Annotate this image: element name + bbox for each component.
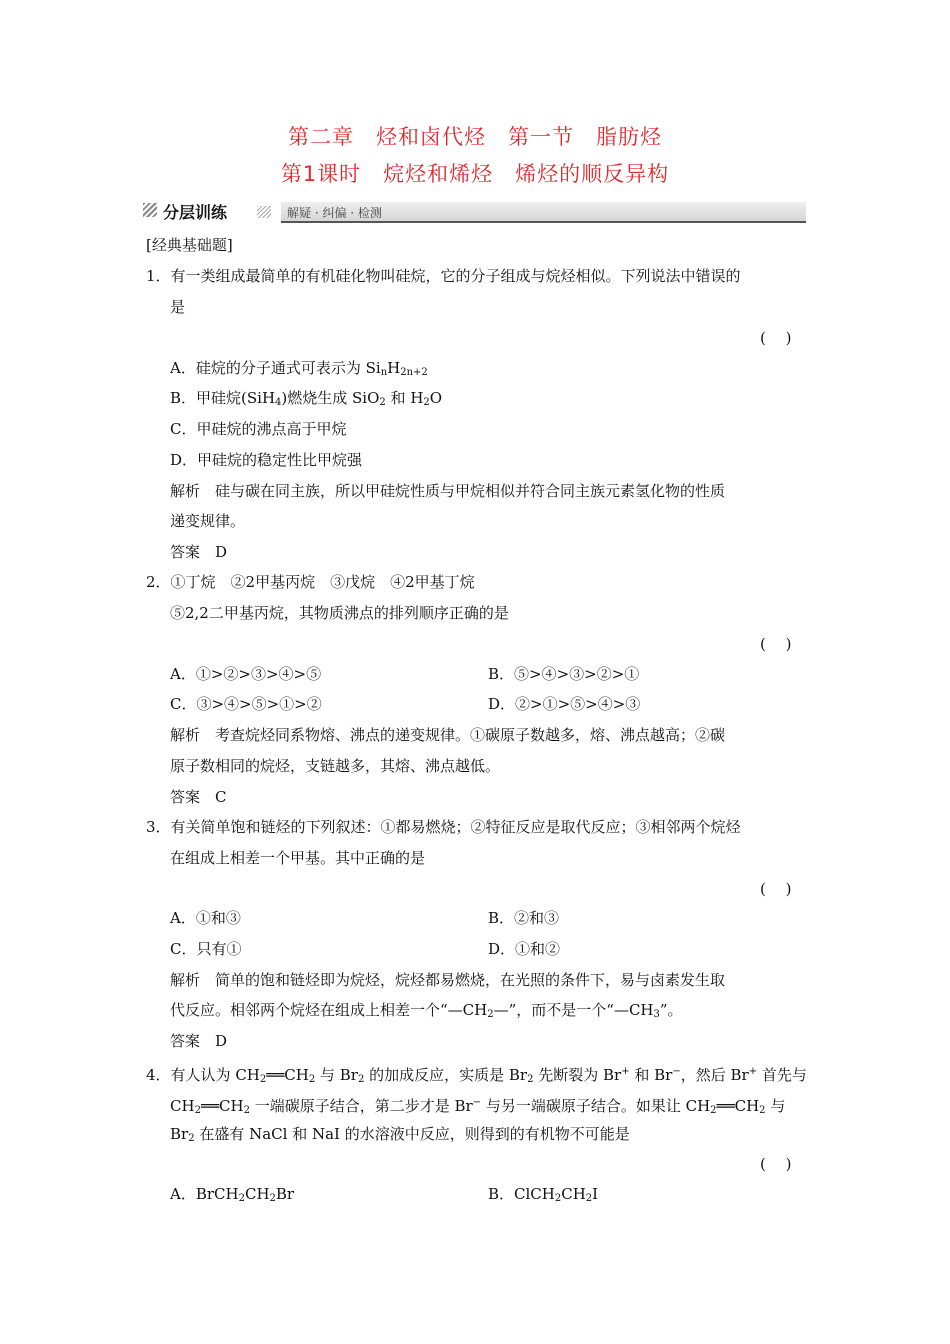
banner-subtitle: 解疑 · 纠偏 · 检测 xyxy=(287,206,382,220)
option-c: C．只有① xyxy=(170,940,242,958)
option-c: C．③>④>⑤>①>② xyxy=(170,695,322,713)
question-4-stem-cont: $CH_2══CH_2$ 一端碳原子结合，第二步才是 Br− 与另一端碳原子结合。如果让 $CH_2══CH_2$ 与 xyxy=(170,1097,786,1116)
section-banner xyxy=(143,200,806,224)
stripe-decoration-icon xyxy=(257,206,271,218)
question-3-stem-cont: 在组成上相差一个甲基。其中正确的是 xyxy=(170,849,426,867)
answer: 答案 D xyxy=(170,543,228,561)
question-1-stem: 1．有一类组成最简单的有机硅化物叫硅烷，它的分子组成与烷烃相似。下列说法中错误的 xyxy=(146,267,741,285)
analysis: 解析 简单的饱和链烃即为烷烃，烷烃都易燃烧，在光照的条件下，易与卤素发生取 xyxy=(170,971,726,989)
question-2-stem: 2．①丁烷 ②2甲基丙烷 ③戊烷 ④2甲基丁烷 xyxy=(146,573,475,591)
question-4-stem: 4．有人认为 $CH_2══CH_2$ 与 $Br_2$ 的加成反应，实质是 $Br_2$ 先断裂为 Br+ 和 Br−，然后 Br+ 首先与 xyxy=(146,1066,807,1085)
analysis: 解析 考查烷烃同系物熔、沸点的递变规律。①碳原子数越多，熔、沸点越高；②碳 xyxy=(170,726,726,744)
answer: 答案 D xyxy=(170,1032,228,1050)
question-1-stem-cont: 是 xyxy=(170,298,186,316)
question-2-stem-cont: ⑤2,2二甲基丙烷，其物质沸点的排列顺序正确的是 xyxy=(170,604,509,622)
option-d: D．②>①>⑤>④>③ xyxy=(488,695,641,713)
answer-blank: ( ) xyxy=(760,880,792,898)
stripe-decoration-icon xyxy=(143,203,157,217)
lesson-title: 第1课时 烷烃和烯烃 烯烃的顺反异构 xyxy=(280,162,670,186)
option-b: B．⑤>④>③>②>① xyxy=(488,665,640,683)
option-d: D．①和② xyxy=(488,940,561,958)
answer-blank: ( ) xyxy=(760,329,792,347)
option-b: B．②和③ xyxy=(488,909,560,927)
option-b: B．甲硅烷(SiH$_4$)燃烧生成 SiO$_2$ 和 $H_2O$ xyxy=(170,389,443,408)
analysis-cont: 递变规律。 xyxy=(170,512,246,530)
analysis: 解析 硅与碳在同主族，所以甲硅烷性质与甲烷相似并符合同主族元素氢化物的性质 xyxy=(170,482,726,500)
option-a: A．$BrCH_2CH_2Br$ xyxy=(170,1185,295,1204)
question-3-stem: 3．有关简单饱和链烃的下列叙述：①都易燃烧；②特征反应是取代反应；③相邻两个烷烃 xyxy=(146,818,741,836)
section-label: [经典基础题] xyxy=(146,236,233,254)
analysis-cont: 原子数相同的烷烃，支链越多，其熔、沸点越低。 xyxy=(170,757,501,775)
option-c: C．甲硅烷的沸点高于甲烷 xyxy=(170,420,347,438)
option-a: A．①>②>③>④>⑤ xyxy=(170,665,322,683)
chapter-title: 第二章 烃和卤代烃 第一节 脂肪烃 xyxy=(288,125,662,149)
option-a: A．①和③ xyxy=(170,909,241,927)
banner-name: 分层训练 xyxy=(163,203,228,222)
answer: 答案 C xyxy=(170,788,227,806)
option-d: D．甲硅烷的稳定性比甲烷强 xyxy=(170,451,363,469)
option-a: A．硅烷的分子通式可表示为 $Si_nH_{2n+2}$ xyxy=(170,359,428,378)
analysis-cont: 代反应。相邻两个烷烃在组成上相差一个“$—CH_2—$”，而不是一个“$—CH_3$”。 xyxy=(170,1001,683,1020)
answer-blank: ( ) xyxy=(760,1155,792,1173)
question-4-stem-cont: $Br_2$ 在盛有 NaCl 和 NaI 的水溶液中反应，则得到的有机物不可能是 xyxy=(170,1125,630,1144)
option-b: B．$ClCH_2CH_2I$ xyxy=(488,1185,599,1204)
answer-blank: ( ) xyxy=(760,635,792,653)
